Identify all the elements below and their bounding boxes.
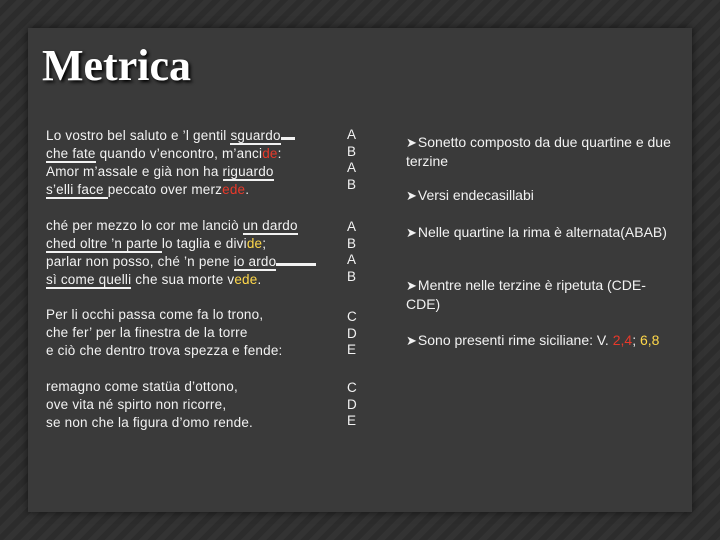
verse-line: se non che la figura d’omo rende. — [46, 415, 253, 430]
scheme-letter: B — [347, 268, 357, 284]
note-highlight: 6,8 — [639, 332, 660, 348]
verse-line — [46, 235, 316, 253]
arrow-bullet-icon: ➤ — [406, 278, 417, 293]
note-text: Nelle quartine la rima è alternata(ABAB) — [417, 224, 667, 240]
verse-rhyme: un dardo — [242, 218, 298, 233]
verse-line: ove vita né spirto non ricorre, — [46, 397, 227, 412]
rhyme-ending: ede — [222, 182, 246, 197]
scheme-letter: B — [347, 235, 357, 251]
note-text: ; — [632, 332, 640, 348]
rhyme-ending: de — [262, 146, 278, 161]
verse-line — [46, 271, 316, 289]
note-text: Sono presenti rime siciliane: V. — [417, 332, 613, 348]
verse-punct: . — [245, 182, 250, 197]
arrow-bullet-icon: ➤ — [406, 188, 417, 203]
scheme-letter: E — [347, 342, 357, 357]
rhyme-scheme-1 — [347, 127, 367, 193]
verse-punct: ; — [262, 236, 267, 251]
verse-line: remagno come statüa d’ottono, — [46, 379, 238, 394]
verse-punct: . — [257, 272, 262, 287]
scheme-letter: D — [347, 396, 357, 412]
verse-line — [46, 145, 295, 163]
note-text: Sonetto composto da due quartine e due terzine — [406, 134, 671, 169]
rhyme-scheme-2 — [347, 219, 367, 285]
verse-rhyme: sguardo — [230, 128, 281, 143]
scheme-letter: B — [347, 143, 357, 159]
scheme-letter: D — [347, 325, 357, 341]
verse-text: ched oltre ’n parte — [46, 236, 162, 251]
verse-punct: : — [277, 146, 282, 161]
rhyme-scheme-3 — [347, 309, 367, 359]
verse-line — [46, 163, 295, 181]
verse-text: lo taglia e divi — [161, 236, 247, 251]
verse-rhyme: riguardo — [222, 164, 274, 179]
note-text: Mentre nelle terzine è ripetuta (CDE-CDE) — [406, 277, 646, 312]
verse-text: che sua morte v — [131, 272, 235, 287]
verse-line — [46, 217, 316, 235]
underline-extension — [276, 253, 316, 266]
stanza-3 — [46, 306, 283, 360]
stanza-4 — [46, 378, 253, 432]
verse-rhyme: io ardo — [233, 254, 277, 269]
verse-line — [46, 253, 316, 271]
arrow-bullet-icon: ➤ — [406, 135, 417, 150]
verse-text: che fate — [46, 146, 96, 161]
verse-text: Lo vostro bel saluto e ’l gentil — [46, 128, 231, 143]
note-sonetto — [406, 133, 676, 170]
note-endecasillabi — [406, 186, 676, 205]
scheme-letter: A — [347, 127, 357, 142]
rhyme-scheme-4 — [347, 380, 367, 430]
scheme-letter: C — [347, 309, 357, 324]
note-quartine — [406, 223, 676, 242]
stanza-1 — [46, 127, 295, 199]
verse-text: quando v’encontro, m’anci — [95, 146, 263, 161]
arrow-bullet-icon: ➤ — [406, 333, 417, 348]
note-highlight: 2,4 — [612, 332, 633, 348]
arrow-bullet-icon: ➤ — [406, 225, 417, 240]
scheme-letter: E — [347, 413, 357, 428]
note-rime-siciliane — [406, 331, 676, 350]
verse-text: Amor m’assale e già non ha — [46, 164, 223, 179]
scheme-letter: B — [347, 176, 357, 192]
verse-text: parlar non posso, ché ’n pene — [46, 254, 234, 269]
verse-text: ché per mezzo lo cor me lanciò — [46, 218, 243, 233]
verse-line: Per li occhi passa come fa lo trono, — [46, 307, 264, 322]
verse-text: s’elli face — [46, 182, 108, 197]
underline-extension — [281, 127, 295, 140]
scheme-letter: A — [347, 219, 357, 234]
verse-line: che fer’ per la finestra de la torre — [46, 325, 248, 340]
verse-line — [46, 127, 295, 145]
scheme-letter: C — [347, 380, 357, 395]
verse-text: sì come quelli — [46, 272, 132, 287]
verse-line — [46, 181, 295, 199]
slide-title: Metrica — [42, 41, 191, 90]
verse-line: e ciò che dentro trova spezza e fende: — [46, 343, 283, 358]
rhyme-ending: ede — [234, 272, 258, 287]
stanza-2 — [46, 217, 316, 289]
scheme-letter: A — [347, 160, 357, 175]
note-terzine — [406, 276, 676, 313]
scheme-letter: A — [347, 252, 357, 267]
note-text: Versi endecasillabi — [417, 187, 534, 203]
rhyme-ending: de — [246, 236, 263, 251]
verse-text: peccato over merz — [107, 182, 223, 197]
